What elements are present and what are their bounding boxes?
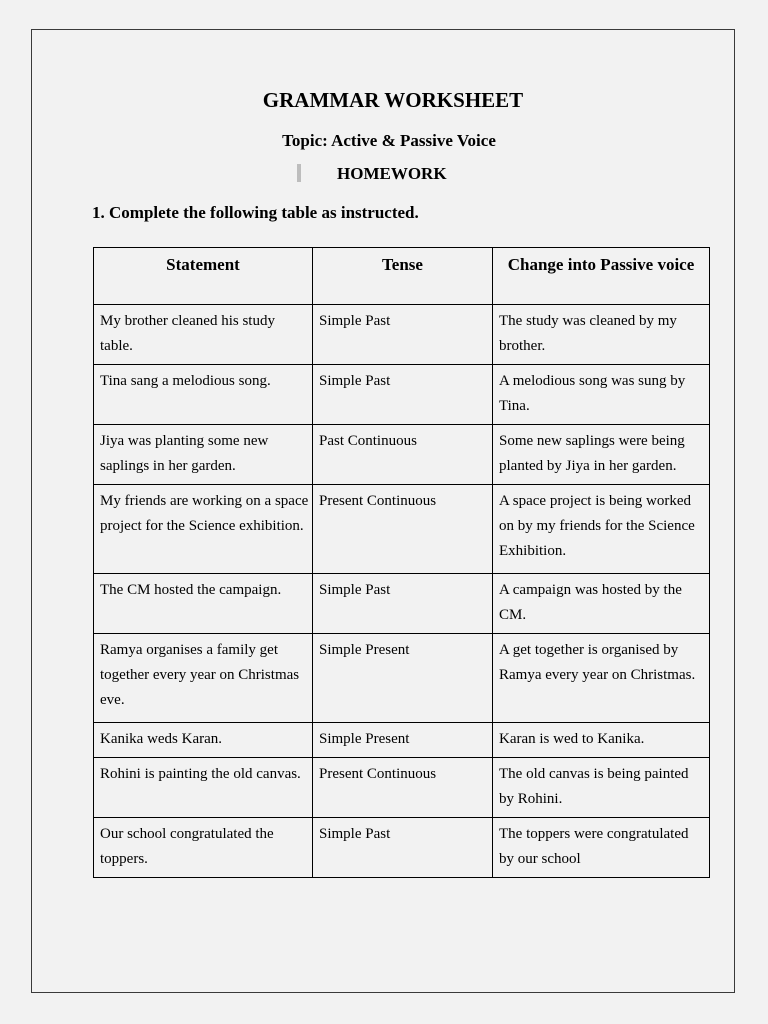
- statement-cell: Kanika weds Karan.: [94, 723, 313, 758]
- section-heading: HOMEWORK: [337, 164, 447, 183]
- header-statement: Statement: [94, 248, 313, 305]
- worksheet-title: GRAMMAR WORKSHEET: [262, 88, 524, 112]
- passive-cell: Some new saplings were being planted by Jiya in her garden.: [493, 425, 710, 485]
- worksheet-topic: Topic: Active & Passive Voice: [282, 131, 496, 150]
- statement-cell: Rohini is painting the old canvas.: [94, 758, 313, 818]
- table-row: [94, 365, 710, 425]
- table-row: [94, 305, 710, 365]
- statement-cell: Our school congratulated the toppers.: [94, 818, 313, 878]
- tense-cell: Simple Past: [313, 574, 493, 634]
- tense-cell: Simple Present: [313, 634, 493, 723]
- passive-cell: The old canvas is being painted by Rohini.: [493, 758, 710, 818]
- passive-cell: A campaign was hosted by the CM.: [493, 574, 710, 634]
- tense-cell: Simple Present: [313, 723, 493, 758]
- statement-cell: Tina sang a melodious song.: [94, 365, 313, 425]
- tense-cell: Simple Past: [313, 818, 493, 878]
- passive-cell: The study was cleaned by my brother.: [493, 305, 710, 365]
- tense-cell: Simple Past: [313, 305, 493, 365]
- table-row: [94, 723, 710, 758]
- table-header-row: [94, 248, 710, 305]
- statement-cell: My friends are working on a space project for the Science exhibition.: [94, 485, 313, 574]
- tense-cell: Past Continuous: [313, 425, 493, 485]
- table-row: [94, 818, 710, 878]
- table-row: [94, 574, 710, 634]
- statement-cell: Ramya organises a family get together every year on Christmas eve.: [94, 634, 313, 723]
- tense-cell: Present Continuous: [313, 758, 493, 818]
- tense-cell: Present Continuous: [313, 485, 493, 574]
- passive-cell: A melodious song was sung by Tina.: [493, 365, 710, 425]
- question-text: 1. Complete the following table as instructed.: [92, 203, 419, 222]
- tense-cell: Simple Past: [313, 365, 493, 425]
- passive-cell: A space project is being worked on by my friends for the Science Exhibition.: [493, 485, 710, 574]
- passive-voice-table: [93, 247, 710, 878]
- homework-marker: [297, 164, 301, 182]
- statement-cell: The CM hosted the campaign.: [94, 574, 313, 634]
- header-tense: Tense: [313, 248, 493, 305]
- statement-cell: Jiya was planting some new saplings in her garden.: [94, 425, 313, 485]
- table-row: [94, 425, 710, 485]
- statement-cell: My brother cleaned his study table.: [94, 305, 313, 365]
- table-row: [94, 485, 710, 574]
- table-row: [94, 758, 710, 818]
- table-row: [94, 634, 710, 723]
- header-passive: Change into Passive voice: [493, 248, 710, 305]
- passive-cell: Karan is wed to Kanika.: [493, 723, 710, 758]
- passive-cell: The toppers were congratulated by our school: [493, 818, 710, 878]
- passive-cell: A get together is organised by Ramya every year on Christmas.: [493, 634, 710, 723]
